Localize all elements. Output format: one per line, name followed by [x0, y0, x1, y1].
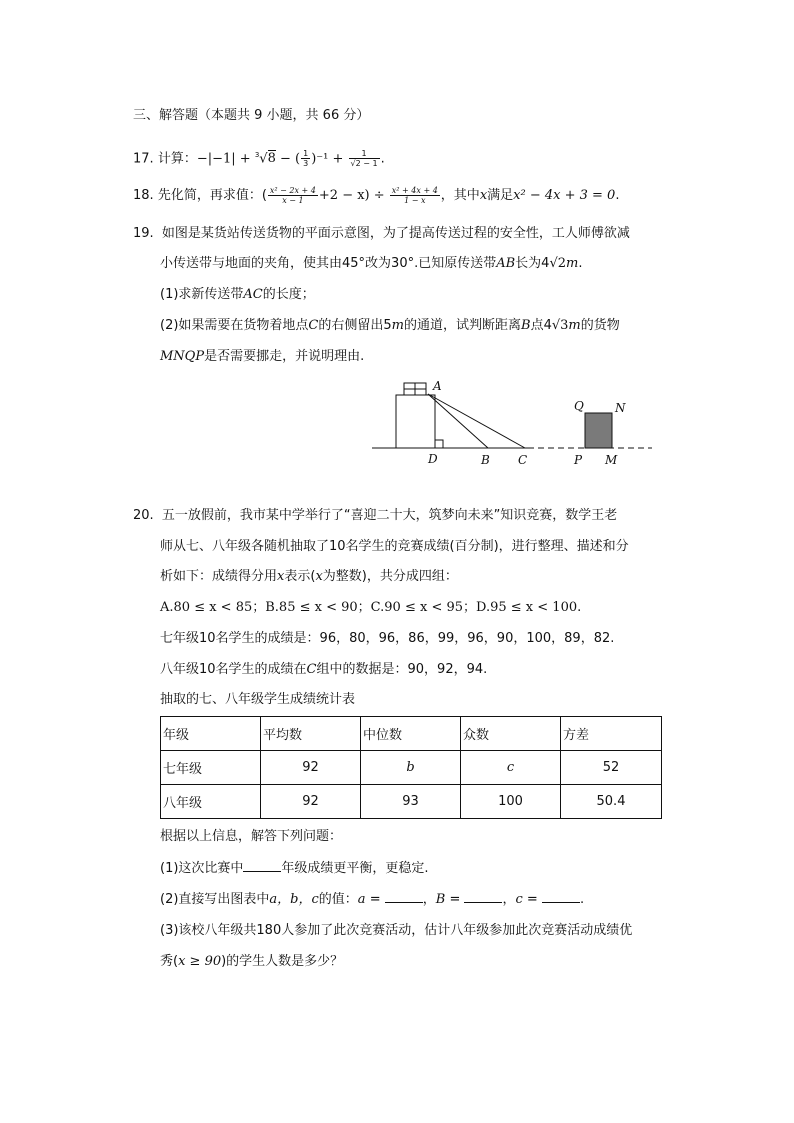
q18-fraction-1: $\frac{\text{x² − 2x + 4}}{x - 1}$	[269, 186, 316, 205]
q20-number: 20.	[133, 508, 154, 523]
cargo-MNQP	[585, 413, 612, 448]
question-19-part-2: (2)如果需要在货物着地点C的右侧留出5m的通道，试判断距离B点4√3m的货物	[160, 318, 620, 333]
q17-expr-a: −|−1| +	[196, 151, 251, 167]
q18-number: 18.	[133, 188, 154, 203]
q17-root-index: 3	[254, 151, 260, 159]
question-17	[133, 146, 385, 168]
answer-blank-1[interactable]	[243, 859, 281, 872]
question-18	[133, 186, 619, 205]
q18-var: x	[479, 188, 488, 203]
question-19-line-2: 小传送带与地面的夹角，使其由45°改为30°.已知原传送带AB长为4√2m.	[160, 256, 583, 271]
label-P: P	[574, 453, 583, 467]
q17-fraction-1: $\frac{1}{3}$	[303, 149, 309, 169]
label-A: A	[433, 379, 442, 393]
q17-end: .	[380, 151, 385, 167]
q18-end: .	[615, 188, 620, 203]
answer-blank-c[interactable]	[542, 890, 580, 903]
right-angle-mark	[435, 440, 443, 448]
answer-blank-a[interactable]	[385, 890, 423, 903]
q17-expr-b: − (	[280, 151, 301, 167]
label-N: N	[615, 401, 626, 415]
table-row: 七年级 92 b c 52	[161, 751, 662, 785]
q17-exp: )⁻¹ +	[311, 151, 344, 167]
question-20-sub-1: (1)这次比赛中 年级成绩更平衡，更稳定.	[160, 861, 429, 876]
q18-fraction-2: $\frac{\text{x² + 4x + 4}}{1 - x}$	[391, 186, 438, 205]
q18-equation: x² − 4x + 3 = 0	[513, 188, 616, 203]
q17-lead: 计算：	[157, 151, 197, 167]
question-20-ask: 根据以上信息，解答下列问题：	[160, 829, 343, 844]
question-19-part-1: (1)求新传送带AC的长度；	[160, 287, 315, 302]
question-19-part-2-cont: MNQP是否需要挪走，并说明理由.	[160, 349, 365, 364]
q19-number: 19.	[133, 226, 154, 241]
question-20-sub-3: (3)该校八年级共180人参加了此次竞赛活动，估计八年级参加此次竞赛活动成绩优	[160, 923, 633, 938]
stats-table	[160, 716, 662, 819]
section-title: 三、解答题（本题共 9 小题，共 66 分）	[133, 108, 370, 123]
building	[396, 395, 435, 448]
question-20-grade8: 八年级10名学生的成绩在C组中的数据是：90，92，94.	[160, 662, 488, 677]
q18-mid: +2 − x) ÷	[318, 188, 385, 203]
q17-radicand: 8	[267, 151, 276, 167]
table-title: 抽取的七、八年级学生成绩统计表	[160, 692, 356, 707]
q17-number: 17.	[133, 151, 154, 167]
answer-blank-b[interactable]	[464, 890, 502, 903]
question-20-line-3: 析如下：成绩得分用x表示(x为整数)，共分成四组：	[160, 569, 458, 584]
table-header-row: 年级 平均数 中位数 众数 方差	[161, 717, 662, 751]
q17-fraction-2: $\frac{1}{√2 - 1}$	[350, 149, 378, 169]
label-M: M	[605, 453, 618, 467]
q18-lead: 先化简，再求值：(	[157, 188, 267, 203]
question-20-sub-3-cont: 秀(x ≥ 90)的学生人数是多少？	[160, 954, 344, 969]
label-B: B	[481, 453, 490, 467]
label-C: C	[518, 453, 528, 467]
conveyor-figure	[360, 375, 660, 470]
question-20-line-1: 20. 五一放假前，我市某中学举行了“喜迎二十大，筑梦向未来”知识竞赛，数学王老	[133, 508, 618, 523]
label-Q: Q	[574, 399, 584, 413]
question-20-line-2: 师从七、八年级各随机抽取了10名学生的竞赛成绩(百分制)，进行整理、描述和分	[160, 539, 629, 554]
q18-cond-b: 满足	[487, 188, 514, 203]
question-19-line-1: 19. 如图是某货站传送货物的平面示意图，为了提高传送过程的安全性，工人师傅欲减	[133, 226, 630, 241]
q17-root-sign: √	[259, 151, 268, 167]
question-20-grade7: 七年级10名学生的成绩是：96，80，96，86，99，96，90，100，89，82.	[160, 631, 615, 646]
label-D: D	[428, 452, 438, 466]
question-20-groups: A.80 ≤ x < 85；B.85 ≤ x < 90；C.90 ≤ x < 95；D.95 ≤ x < 100.	[160, 600, 582, 615]
question-20-sub-2: (2)直接写出图表中a，b，c的值：a = ，B = ，c = .	[160, 892, 585, 907]
table-row: 八年级 92 93 100 50.4	[161, 785, 662, 819]
q18-cond-a: ，其中	[440, 188, 480, 203]
